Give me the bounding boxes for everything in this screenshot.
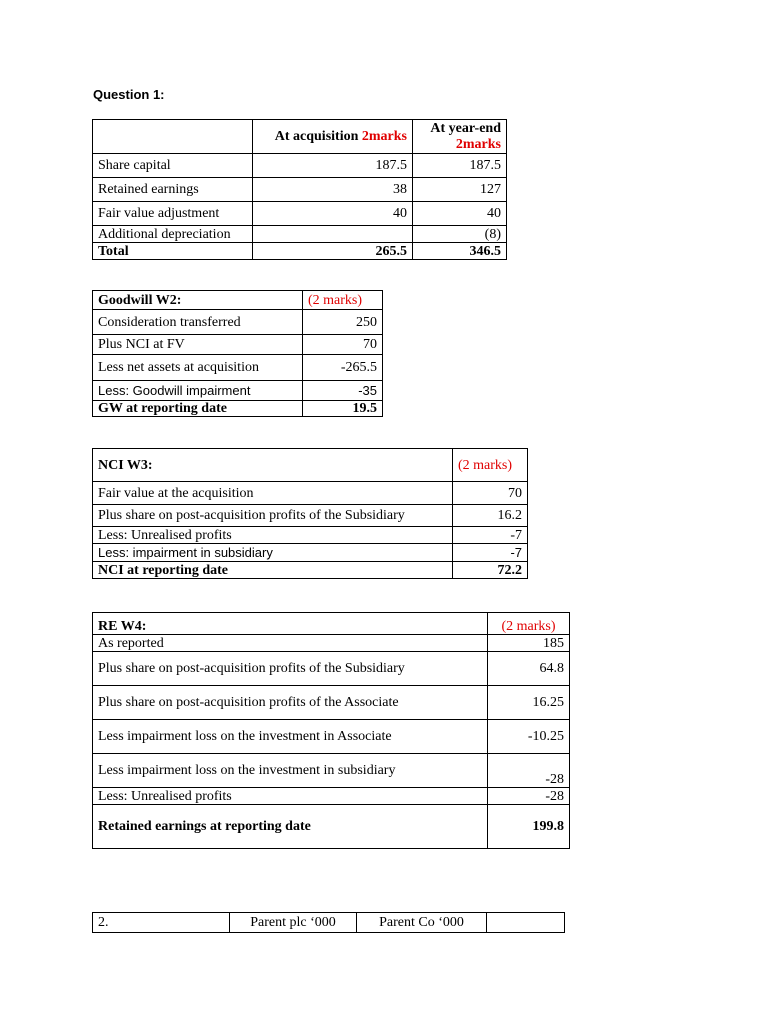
header-at-acquisition xyxy=(253,120,413,154)
total-ye-value: 346.5 xyxy=(413,243,507,260)
net-assets-table xyxy=(92,119,507,260)
row-value: -28 xyxy=(488,754,570,788)
total-row xyxy=(93,562,528,579)
table-row xyxy=(93,226,507,243)
table-header-row xyxy=(93,913,565,933)
row-label: Less: Unrealised profits xyxy=(93,527,453,544)
table-header-row xyxy=(93,613,570,635)
total-label: Total xyxy=(93,243,253,260)
table-row xyxy=(93,544,528,562)
question-title: Question 1: xyxy=(93,87,165,102)
row-label: Fair value at the acquisition xyxy=(93,482,453,505)
table-row xyxy=(93,482,528,505)
row-value: 185 xyxy=(488,635,570,652)
re-marks: (2 marks) xyxy=(488,613,570,635)
total-value: 199.8 xyxy=(488,805,570,849)
q2-number-cell: 2. xyxy=(93,913,230,933)
row-value: 250 xyxy=(303,310,383,335)
retained-earnings-table xyxy=(92,612,570,849)
table-row xyxy=(93,505,528,527)
table-row xyxy=(93,381,383,401)
row-label: Less: Goodwill impairment xyxy=(93,381,303,401)
table-row xyxy=(93,686,570,720)
total-label: GW at reporting date xyxy=(93,401,303,417)
row-label: Less net assets at acquisition xyxy=(93,355,303,381)
header-at-year-end xyxy=(413,120,507,154)
row-acq-value: 187.5 xyxy=(253,154,413,178)
row-label: Retained earnings xyxy=(93,178,253,202)
table-header-row xyxy=(93,291,383,310)
row-value: 16.2 xyxy=(453,505,528,527)
total-row xyxy=(93,243,507,260)
q2-blank-cell xyxy=(487,913,565,933)
goodwill-title: Goodwill W2: xyxy=(93,291,303,310)
total-row xyxy=(93,805,570,849)
row-label: Plus share on post-acquisition profits of the Subsidiary xyxy=(93,652,488,686)
re-title: RE W4: xyxy=(93,613,488,635)
row-label: Additional depreciation xyxy=(93,226,253,243)
q2-parent-plc-header: Parent plc ‘000 xyxy=(230,913,357,933)
nci-table xyxy=(92,448,528,579)
row-acq-value: 40 xyxy=(253,202,413,226)
row-value: -28 xyxy=(488,788,570,805)
row-label: Fair value adjustment xyxy=(93,202,253,226)
table-header-row xyxy=(93,449,528,482)
row-value: -7 xyxy=(453,527,528,544)
row-ye-value: 40 xyxy=(413,202,507,226)
row-label: Plus NCI at FV xyxy=(93,335,303,355)
table-row xyxy=(93,720,570,754)
table-header-row xyxy=(93,120,507,154)
total-acq-value: 265.5 xyxy=(253,243,413,260)
row-ye-value: 127 xyxy=(413,178,507,202)
table-row xyxy=(93,355,383,381)
row-value: -265.5 xyxy=(303,355,383,381)
table-row xyxy=(93,310,383,335)
table-row xyxy=(93,652,570,686)
table-row xyxy=(93,202,507,226)
header-blank-cell xyxy=(93,120,253,154)
table-row xyxy=(93,788,570,805)
row-label: Less: impairment in subsidiary xyxy=(93,544,453,562)
row-label: Plus share on post-acquisition profits of the Subsidiary xyxy=(93,505,453,527)
header-ye-marks: 2marks xyxy=(455,136,501,152)
goodwill-marks: (2 marks) xyxy=(303,291,383,310)
row-ye-value: 187.5 xyxy=(413,154,507,178)
table-row xyxy=(93,335,383,355)
row-value: 70 xyxy=(453,482,528,505)
row-label: Less: Unrealised profits xyxy=(93,788,488,805)
total-row xyxy=(93,401,383,417)
row-label: Consideration transferred xyxy=(93,310,303,335)
row-value: 64.8 xyxy=(488,652,570,686)
row-label: Plus share on post-acquisition profits of the Associate xyxy=(93,686,488,720)
question-2-table xyxy=(92,912,565,933)
nci-title: NCI W3: xyxy=(93,449,453,482)
table-row xyxy=(93,178,507,202)
row-value: 70 xyxy=(303,335,383,355)
table-row xyxy=(93,154,507,178)
row-label: Less impairment loss on the investment in Associate xyxy=(93,720,488,754)
table-row xyxy=(93,527,528,544)
nci-marks: (2 marks) xyxy=(453,449,528,482)
total-label: Retained earnings at reporting date xyxy=(93,805,488,849)
header-acq-label: At acquisition xyxy=(274,129,359,144)
total-value: 72.2 xyxy=(453,562,528,579)
row-value: 16.25 xyxy=(488,686,570,720)
row-label: Less impairment loss on the investment in subsidiary xyxy=(93,754,488,788)
goodwill-table xyxy=(92,290,383,417)
row-acq-value xyxy=(253,226,413,243)
total-value: 19.5 xyxy=(303,401,383,417)
row-acq-value: 38 xyxy=(253,178,413,202)
row-value: -10.25 xyxy=(488,720,570,754)
row-value: -35 xyxy=(303,381,383,401)
row-value: -7 xyxy=(453,544,528,562)
row-ye-value: (8) xyxy=(413,226,507,243)
row-label: Share capital xyxy=(93,154,253,178)
row-label: As reported xyxy=(93,635,488,652)
q2-parent-co-header: Parent Co ‘000 xyxy=(357,913,487,933)
header-ye-label: At year-end xyxy=(430,120,501,136)
total-label: NCI at reporting date xyxy=(93,562,453,579)
header-acq-marks: 2marks xyxy=(361,129,407,144)
table-row xyxy=(93,754,570,788)
table-row xyxy=(93,635,570,652)
